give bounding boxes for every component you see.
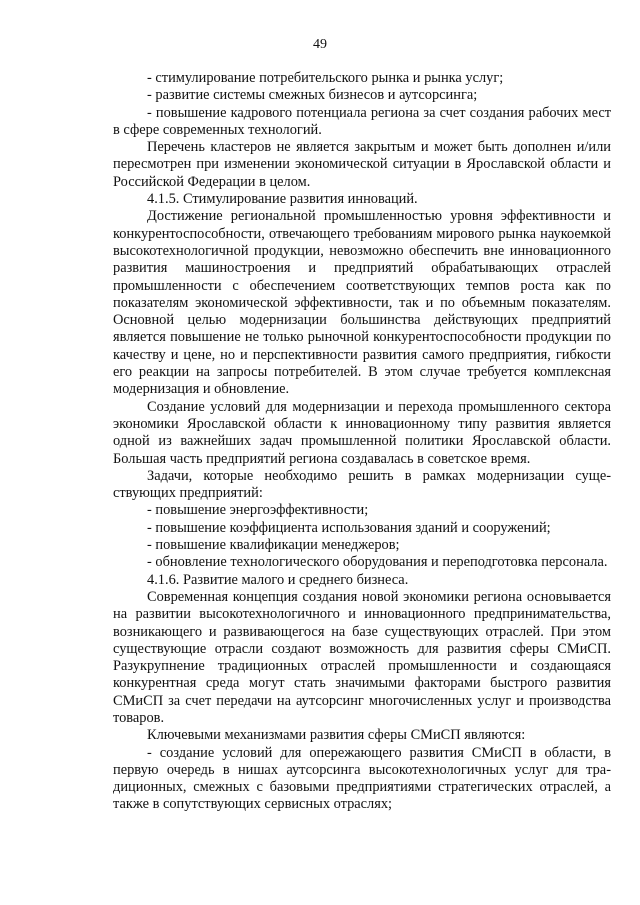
bullet-smsp-conditions: - создание условий для опережающего развития СМиСП в области, в первую очередь в нишах аутсорсинга высокотехнологичных услуг для традиционных, смежных с базовыми предприятиями стратегических отраслей, а также в сопутствующих сервисных отраслях; (113, 744, 611, 813)
bullet-energy-efficiency: - повышение энергоэффективности; (147, 502, 369, 519)
bullet-building-utilization: - повышение коэффициента использования зданий и сооружений; (147, 519, 551, 536)
paragraph-new-economy-concept: Современная концепция создания новой экономики региона основывается на развитии высокотехнологичного и инновационного предпринимательства, возникающего и развивающегося на базе существующих отраслей. При этом существующие отрасли создают возможность для развития сферы СМиСП. Разукрупнение традиционных отраслей промышленности и создающаяся конкурентная среда могут стать значимыми факторами быстрого развития СМиСП за счет передачи на аутсорсинг многочисленных услуг и производства товаров. (113, 588, 611, 726)
section-heading-4-1-5: 4.1.5. Стимулирование развития инноваций. (147, 191, 418, 208)
paragraph-cluster-list: Перечень кластеров не является закрытым и может быть дополнен и/или пересмотрен при изменении экономической ситуации в Ярославской области и Российской Федерации в целом. (113, 139, 611, 190)
bullet-equipment-renewal: - обновление технологического оборудования и переподготовка персонала. (147, 554, 608, 571)
paragraph-key-mechanisms: Ключевыми механизмами развития сферы СМиСП являются: (147, 727, 526, 744)
bullet-manager-qualification: - повышение квалификации менеджеров; (147, 537, 400, 554)
section-heading-4-1-6: 4.1.6. Развитие малого и среднего бизнеса. (147, 571, 409, 588)
paragraph-modernization-tasks: Задачи, которые необходимо решить в рамках модернизации существующих предприятий: (113, 467, 611, 502)
paragraph-modernization-conditions: Создание условий для модернизации и перехода промышленного сектора экономики Ярославской области к инновационному типу развития является одной из важнейших задач промышленной политики Ярославской области. Большая часть предприятий региона создавалась в советское время. (113, 398, 611, 467)
page-body (113, 70, 611, 814)
page-number: 49 (313, 37, 327, 52)
bullet-outsourcing-system: - развитие системы смежных бизнесов и аутсорсинга; (147, 87, 478, 104)
paragraph-innovation-efficiency: Достижение региональной промышленностью уровня эффективности и конкурентоспособности, отвечающего требованиям мирового рынка наукоемкой высокотехнологичной продукции, невозможно обеспечить вне инновационного развития машиностроения и предприятий обрабатывающих отраслей промышленности с обеспечением соответствующих темпов роста как по показателям экономической эффективности, так и по объемным показателям. Основной целью модернизации большинства действующих предприятий является повышение не только рыночной конкурентоспособности продукции по качеству и цене, но и перспективности развития самого предприятия, гибкости его реакции на запросы потребителей. В этом случае требуется комплексная модернизация и обновление. (113, 208, 611, 398)
bullet-consumer-market: - стимулирование потребительского рынка и рынка услуг; (147, 70, 504, 86)
bullet-human-potential: - повышение кадрового потенциала региона за счет создания рабочих мест в сфере современных технологий. (113, 104, 611, 138)
